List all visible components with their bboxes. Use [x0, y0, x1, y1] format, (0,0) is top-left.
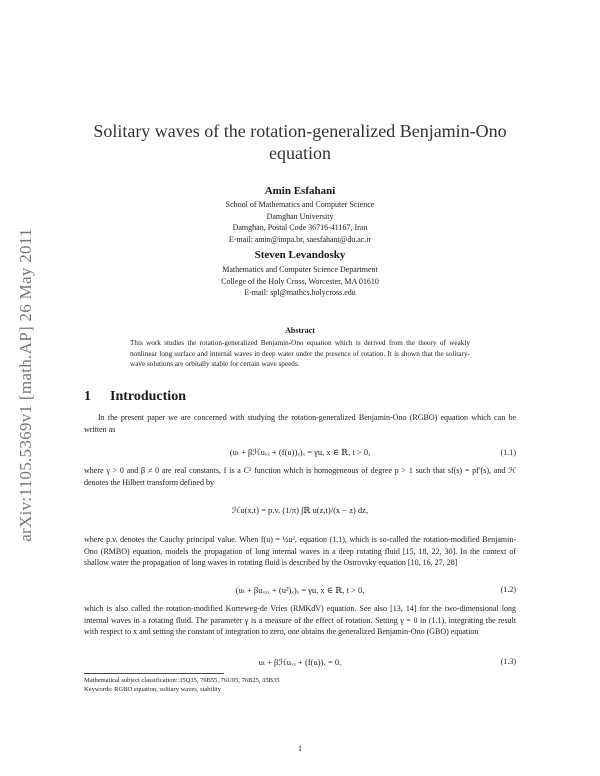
equation-1-3: uₜ + βℋuₓₓ + (f(u))ₓ = 0. — [258, 657, 342, 667]
affiliation-line: Damghan, Postal Code 36716-41167, Iran — [232, 223, 368, 232]
author-affiliation-2 — [90, 264, 510, 299]
section-number: 1 — [84, 389, 91, 404]
page-number: 1 — [298, 744, 302, 753]
affiliation-line: Damghan University — [266, 211, 334, 221]
footnote-rule — [84, 673, 224, 674]
paragraph-1: In the present paper we are concerned with studying the rotation-generalized Benjamin-Ono (RGBO) equation which can be written as — [84, 413, 516, 434]
footnotes — [84, 676, 516, 694]
author-name-2: Steven Levandosky — [254, 249, 346, 261]
abstract-heading: Abstract — [285, 326, 315, 335]
paragraph-2: where γ > 0 and β ≠ 0 are real constants, f is a C² function which is homogeneous of degree p > 1 such that sf(s) = pf′(s), and ℋ denotes the Hilbert transform defined by — [84, 466, 516, 487]
paper-title: Solitary waves of the rotation-generalized Benjamin-Ono equation — [93, 121, 507, 163]
author-name-1: Amin Esfahani — [264, 185, 336, 197]
footnote-classification: Mathematical subject classification: 35Q35, 76B55, 76U05, 76B25, 35B35 — [84, 677, 280, 684]
section-title: Introduction — [110, 389, 186, 404]
hilbert-transform-equation: ℋu(x,t) = p.v. (1/π) ∫ℝ u(z,t)/(x − z) dz, — [231, 505, 369, 515]
affiliation-line: E-mail: amin@impa.br, saesfahani@du.ac.ir — [228, 234, 372, 244]
section-heading — [84, 389, 186, 405]
equation-number: (1.1) — [500, 448, 516, 457]
paragraph-4: which is also called the rotation-modified Korteweg-de Vries (RMKdV) equation. See also [13, 14] for the two-dimensional long internal waves in a rotating fluid. The parameter γ is a measure of the effect of rotation. Setting γ = 0 in (1.1), integrating the result with respect to x and setting the constant of integration to zero, one obtains the generalized Benjamin-Ono (GBO) equation — [84, 604, 516, 636]
equation-number: (1.3) — [500, 657, 516, 666]
equation-1-2: (uₜ + βuₓₓₓ + (u²)ₓ)ₓ = γu, x ∈ ℝ, t > 0, — [235, 585, 365, 595]
paragraph-3: where p.v. denotes the Cauchy principal value. When f(u) = ½u², equation (1.1), which is so-called the rotation-modified Benjamin-Ono (RMBO) equation, models the propagation of long internal waves in a deep rotating fluid [15, 18, 22, 30]. In the context of shallow water the propagation of long waves in rotating fluid is described by the Ostrovsky equation [10, 16, 27, 28] — [84, 535, 516, 567]
affiliation-line: School of Mathematics and Computer Science — [225, 200, 375, 209]
author-affiliation-1 — [90, 199, 510, 245]
arxiv-stamp — [14, 190, 38, 580]
abstract-text: This work studies the rotation-generalized Benjamin-Ono equation which is derived from the theory of weakly nonlinear long surface and internal waves in deep water under the presence of rotation. It is shown that the solitary-wave solutions are orbitally stable for certain wave speeds. — [130, 339, 470, 368]
footnote-keywords: Keywords: RGBO equation, solitary waves, stability — [84, 686, 222, 693]
arxiv-stamp-text: arXiv:1105.5369v1 [math.AP] 26 May 2011 — [16, 228, 35, 542]
affiliation-line: Mathematics and Computer Science Department — [222, 265, 378, 274]
equation-number: (1.2) — [500, 585, 516, 594]
affiliation-line: College of the Holy Cross, Worcester, MA 01610 — [221, 276, 379, 286]
equation-1-1: (uₜ + βℋuₓₓ + (f(u))ₓ)ₓ = γu, x ∈ ℝ, t > 0, — [229, 447, 371, 457]
affiliation-line: E-mail: spl@mathcs.holycross.edu — [244, 288, 356, 297]
